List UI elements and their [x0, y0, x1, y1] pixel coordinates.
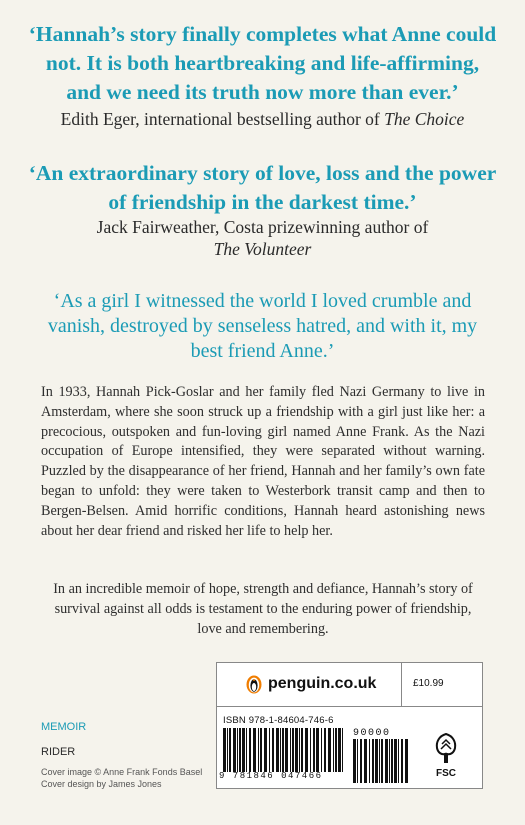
- endorsement-attribution-1: [0, 108, 525, 130]
- barcode-stripe: [237, 728, 238, 772]
- barcode-stripe: [313, 728, 315, 772]
- barcode-stripe: [401, 739, 403, 783]
- barcode-stripe: [357, 739, 358, 783]
- endorsement-attribution-2: [0, 216, 525, 260]
- barcode-stripe: [276, 728, 279, 772]
- publisher-label: RIDER: [41, 746, 76, 758]
- barcode-stripe: [272, 728, 274, 772]
- barcode-stripe: [372, 739, 374, 783]
- divider: [401, 663, 402, 707]
- endorsement-2-work: The Volunteer: [213, 239, 312, 259]
- barcode-stripe: [369, 739, 370, 783]
- barcode-stripe: [328, 728, 331, 772]
- endorsement-1-work: The Choice: [384, 109, 465, 129]
- barcode-stripe: [285, 728, 288, 772]
- barcode-stripe: [223, 728, 226, 772]
- blurb-paragraph-1: In 1933, Hannah Pick-Goslar and her family fled Nazi Germany to live in Amsterdam, where she soon struck up a friendship with a girl just like her: a precocious, outspoken and fun-loving girl named Anne Frank. As the Nazi occupation of Europe intensified, they were separated without warning. Puzzled by the disappearance of her friend, Hannah and her family’s own fate began to unfold: they were taken to Westerbork transit camp and then to Bergen-Belsen. Amid horrific conditions, Hannah heard astonishing news about her dear friend and risked her life to help her.: [41, 384, 485, 539]
- barcode-stripe: [290, 728, 291, 772]
- barcode-stripe: [389, 739, 390, 783]
- barcode-stripe: [301, 728, 303, 772]
- barcode-stripe: [233, 728, 236, 772]
- endorsement-quote-2: [0, 159, 525, 217]
- barcode-stripe: [381, 739, 383, 783]
- barcode-stripe: [269, 728, 270, 772]
- barcode-stripe: [338, 728, 341, 772]
- isbn-label: ISBN 978-1-84604-746-6: [223, 715, 334, 726]
- pull-quote-line-2: vanish, destroyed by senseless hatred, and with it, my: [47, 315, 478, 337]
- endorsement-1-line-1: ‘Hannah’s story finally completes what Anne could: [28, 22, 497, 46]
- barcode-stripe: [264, 728, 267, 772]
- barcode-stripe: [242, 728, 245, 772]
- barcode-stripe: [253, 728, 256, 772]
- barcode-stripe: [405, 739, 408, 783]
- pull-quote: [0, 289, 525, 364]
- pull-quote-line-3: best friend Anne.’: [190, 340, 335, 362]
- credits: [41, 766, 202, 790]
- barcode-stripe: [258, 728, 259, 772]
- fsc-label: FSC: [436, 768, 456, 779]
- barcode-stripe: [239, 728, 241, 772]
- barcode-stripe: [335, 728, 337, 772]
- barcode-stripe: [299, 728, 300, 772]
- barcode-stripe: [385, 739, 388, 783]
- barcode-stripe: [249, 728, 251, 772]
- endorsement-1-line-3: and we need its truth now more than ever.’: [66, 80, 459, 104]
- barcode-stripe: [227, 728, 228, 772]
- barcode-digits: 9 781846 047466: [219, 771, 323, 781]
- addon-barcode-bars: [353, 739, 409, 783]
- barcode-stripe: [260, 728, 262, 772]
- pull-quote-line-1: ‘As a girl I witnessed the world I loved crumble and: [53, 290, 472, 312]
- fsc-tree-icon: [429, 730, 463, 780]
- addon-digits: 90000: [353, 728, 391, 739]
- cover-image-credit: Cover image © Anne Frank Fonds Basel: [41, 767, 203, 777]
- category-label: MEMOIR: [41, 721, 87, 733]
- barcode-stripe: [316, 728, 319, 772]
- barcode-stripe: [353, 739, 356, 783]
- barcode-stripe: [333, 728, 334, 772]
- endorsement-2-line-2: of friendship in the darkest time.’: [108, 190, 417, 214]
- barcode-stripe: [394, 739, 397, 783]
- endorsement-1-author: Edith Eger, international bestselling author of: [60, 109, 385, 129]
- barcode-stripe: [391, 739, 393, 783]
- publisher-row: [217, 663, 482, 707]
- barcode-stripe: [364, 739, 367, 783]
- endorsement-2-line-1: ‘An extraordinary story of love, loss and the power: [28, 161, 497, 185]
- endorsement-1-line-2: not. It is both heartbreaking and life-affirming,: [45, 51, 480, 75]
- endorsement-quote-1: [0, 20, 525, 107]
- barcode-stripe: [310, 728, 311, 772]
- barcode-stripe: [375, 739, 378, 783]
- publisher-website[interactable]: penguin.co.uk: [268, 675, 377, 692]
- barcode-stripe: [280, 728, 281, 772]
- barcode-stripe: [305, 728, 308, 772]
- barcode-stripe: [324, 728, 326, 772]
- barcode-bars: [223, 728, 347, 772]
- price: £10.99: [413, 678, 444, 689]
- endorsement-2-author: Jack Fairweather, Costa prizewinning author of: [96, 217, 429, 237]
- barcode-stripe: [379, 739, 380, 783]
- barcode-stripe: [321, 728, 322, 772]
- barcode-stripe: [246, 728, 247, 772]
- barcode-panel: [216, 662, 483, 789]
- barcode-stripe: [342, 728, 343, 772]
- blurb-paragraph-2: In an incredible memoir of hope, strength and defiance, Hannah’s story of survival against all odds is testament to the enduring power of friendship, love and remembering.: [53, 581, 473, 637]
- cover-design-credit: Cover design by James Jones: [41, 779, 162, 789]
- barcode-stripe: [398, 739, 399, 783]
- barcode-stripe: [229, 728, 231, 772]
- penguin-logo-icon: [246, 675, 262, 694]
- barcode-stripe: [360, 739, 362, 783]
- barcode-stripe: [292, 728, 294, 772]
- barcode-stripe: [295, 728, 298, 772]
- barcode-stripe: [282, 728, 284, 772]
